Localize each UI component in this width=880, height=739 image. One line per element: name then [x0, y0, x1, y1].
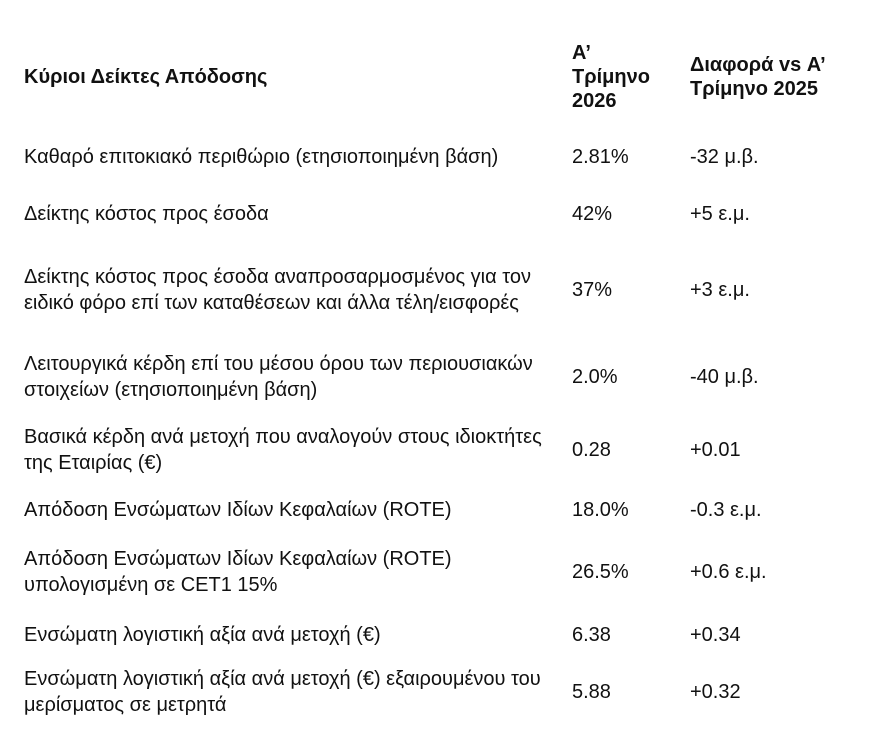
- row-diff-value: +0.01: [690, 439, 741, 461]
- row-diff-value: -32 μ.β.: [690, 146, 759, 168]
- table-row: [24, 188, 860, 240]
- row-diff-value: +0.34: [690, 624, 741, 646]
- row-q1-value: 18.0%: [572, 499, 629, 521]
- row-q1-value: 6.38: [572, 624, 611, 646]
- header-diff-line1: Διαφορά vs Α’: [690, 54, 826, 76]
- header-q1: [572, 28, 690, 126]
- row-q1-value: 5.88: [572, 681, 611, 703]
- table-row: [24, 414, 860, 486]
- table-row: [24, 660, 860, 724]
- header-diff-line2: Τρίμηνο 2025: [690, 78, 818, 100]
- row-label: Ενσώματη λογιστική αξία ανά μετοχή (€) εξαιρουμένου του μερίσματος σε μετρητά: [24, 668, 541, 716]
- row-q1-value: 0.28: [572, 439, 611, 461]
- kpi-table: [24, 28, 860, 724]
- table-row: [24, 534, 860, 610]
- row-q1-value: 26.5%: [572, 561, 629, 583]
- table-row: [24, 340, 860, 414]
- row-label: Βασικά κέρδη ανά μετοχή που αναλογούν στους ιδιοκτήτες της Εταιρίας (€): [24, 426, 542, 474]
- row-diff-value: +5 ε.μ.: [690, 203, 750, 225]
- row-diff-value: -0.3 ε.μ.: [690, 499, 762, 521]
- row-diff-value: +0.6 ε.μ.: [690, 561, 767, 583]
- row-label: Λειτουργικά κέρδη επί του μέσου όρου των περιουσιακών στοιχείων (ετησιοποιημένη βάση): [24, 353, 533, 401]
- table-row: [24, 240, 860, 340]
- header-metric-text: Κύριοι Δείκτες Απόδοσης: [24, 66, 268, 88]
- row-label: Δείκτης κόστος προς έσοδα αναπροσαρμοσμένος για τον ειδικό φόρο επί των καταθέσεων και άλλα τέλη/εισφορές: [24, 266, 531, 314]
- row-q1-value: 42%: [572, 203, 613, 225]
- table-row: [24, 486, 860, 534]
- row-diff-value: +0.32: [690, 681, 741, 703]
- row-diff-value: +3 ε.μ.: [690, 279, 750, 301]
- header-row: [24, 28, 860, 126]
- row-label: Απόδοση Ενσώματων Ιδίων Κεφαλαίων (ROTE) υπολογισμένη σε CET1 15%: [24, 548, 452, 596]
- row-q1-value: 2.81%: [572, 146, 629, 168]
- table-row: [24, 610, 860, 660]
- header-q1-line2: Τρίμηνο: [572, 66, 650, 88]
- header-q1-line1: Α’: [572, 42, 591, 64]
- header-metric: [24, 28, 572, 126]
- table-row: [24, 126, 860, 188]
- row-label: Καθαρό επιτοκιακό περιθώριο (ετησιοποιημένη βάση): [24, 146, 499, 168]
- header-diff: [690, 28, 860, 126]
- row-diff-value: -40 μ.β.: [690, 366, 759, 388]
- row-q1-value: 2.0%: [572, 366, 618, 388]
- row-label: Απόδοση Ενσώματων Ιδίων Κεφαλαίων (ROTE): [24, 499, 452, 521]
- header-q1-line3: 2026: [572, 90, 617, 112]
- row-label: Δείκτης κόστος προς έσοδα: [24, 203, 269, 225]
- row-q1-value: 37%: [572, 279, 613, 301]
- row-label: Ενσώματη λογιστική αξία ανά μετοχή (€): [24, 624, 381, 646]
